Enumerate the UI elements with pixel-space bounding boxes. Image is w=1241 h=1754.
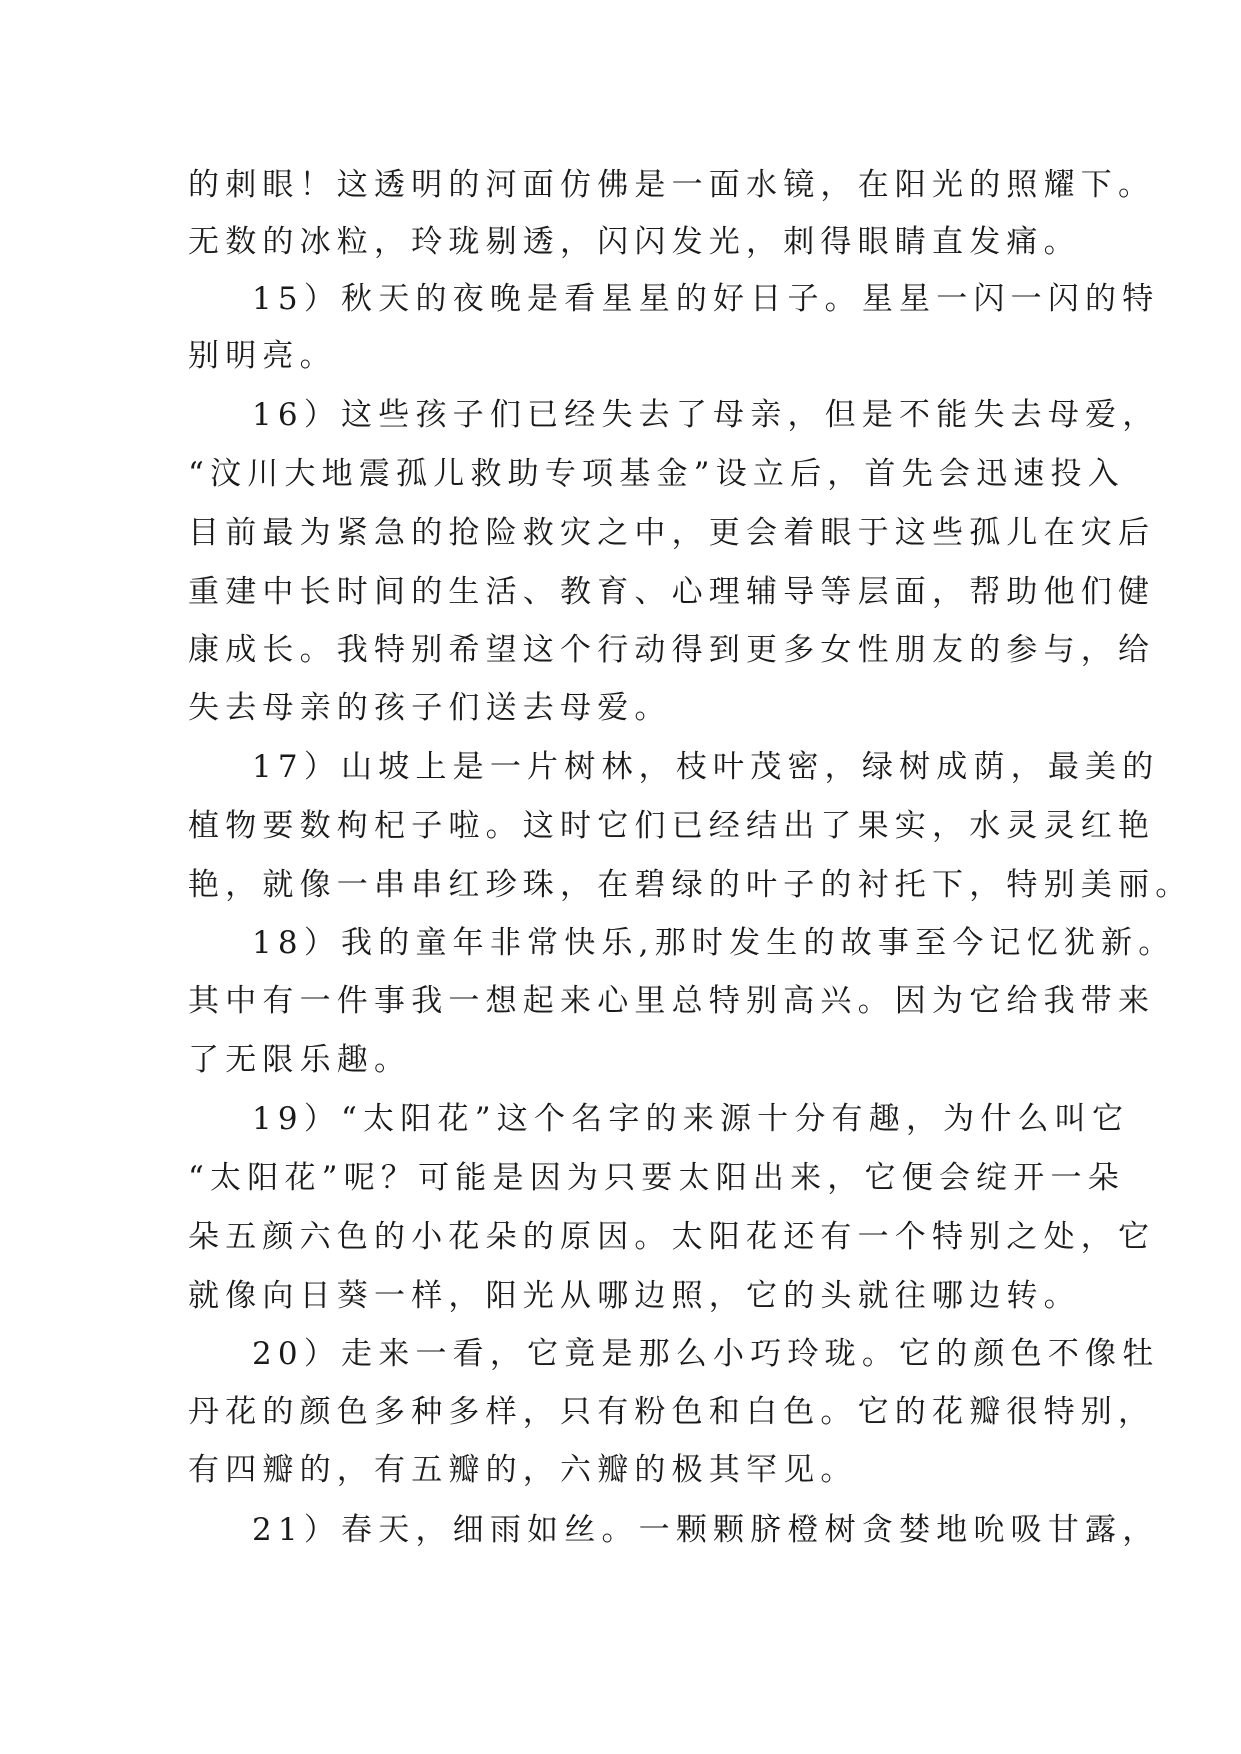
text-line: 无数的冰粒，玲珑剔透，闪闪发光，刺得眼睛直发痛。 (188, 224, 1081, 260)
text-line: 的刺眼！这透明的河面仿佛是一面水镜，在阳光的照耀下。 (188, 167, 1156, 203)
text-line: 就像向日葵一样，阳光从哪边照，它的头就往哪边转。 (188, 1278, 1081, 1314)
paragraph-17-start: 17）山坡上是一片树林，枝叶茂密，绿树成荫，最美的 (252, 749, 1160, 785)
text-line: 有四瓣的，有五瓣的，六瓣的极其罕见。 (188, 1452, 858, 1488)
text-line: 植物要数枸杞子啦。这时它们已经结出了果实，水灵灵红艳 (188, 808, 1156, 844)
text-line: 艳，就像一串串红珍珠，在碧绿的叶子的衬托下，特别美丽。 (188, 867, 1193, 903)
text-line: 失去母亲的孩子们送去母爱。 (188, 690, 672, 726)
paragraph-15-start: 15）秋天的夜晚是看星星的好日子。星星一闪一闪的特 (252, 281, 1160, 317)
paragraph-21-start: 21）春天，细雨如丝。一颗颗脐橙树贪婪地吮吸甘露， (252, 1512, 1160, 1548)
text-line: 丹花的颜色多种多样，只有粉色和白色。它的花瓣很特别， (188, 1394, 1156, 1430)
text-line: 别明亮。 (188, 338, 337, 374)
paragraph-16-start: 16）这些孩子们已经失去了母亲，但是不能失去母爱， (252, 397, 1160, 433)
text-line: 了无限乐趣。 (188, 1042, 412, 1078)
paragraph-18-start: 18）我的童年非常快乐,那时发生的故事至今记忆犹新。 (252, 925, 1176, 961)
text-line: 目前最为紧急的抢险救灾之中，更会着眼于这些孤儿在灾后 (188, 515, 1156, 551)
text-line: 朵五颜六色的小花朵的原因。太阳花还有一个特别之处，它 (188, 1219, 1156, 1255)
text-line: 其中有一件事我一想起来心里总特别高兴。因为它给我带来 (188, 983, 1156, 1019)
text-line: 康成长。我特别希望这个行动得到更多女性朋友的参与，给 (188, 632, 1156, 668)
text-line: 重建中长时间的生活、教育、心理辅导等层面，帮助他们健 (188, 574, 1156, 610)
paragraph-19-start: 19）“太阳花”这个名字的来源十分有趣，为什么叫它 (252, 1101, 1130, 1137)
paragraph-20-start: 20）走来一看，它竟是那么小巧玲珑。它的颜色不像牡 (252, 1336, 1160, 1372)
text-line: “汶川大地震孤儿救助专项基金”设立后，首先会迅速投入 (188, 456, 1125, 492)
text-line: “太阳花”呢？可能是因为只要太阳出来，它便会绽开一朵 (188, 1160, 1125, 1196)
